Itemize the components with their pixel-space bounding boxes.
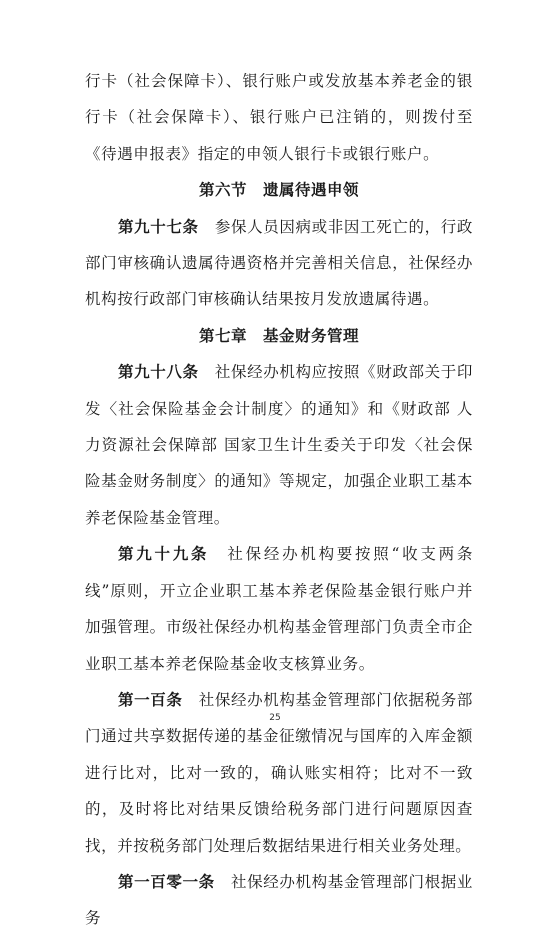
body-text: [85, 63, 473, 937]
article-100-number: 第一百条: [118, 690, 183, 709]
article-97: [85, 209, 473, 318]
article-97-text: 参保人员因病或非因工死亡的，行政部门审核确认遗属待遇资格并完善相关信息，社保经办机构按行政部门审核确认结果按月发放遗属待遇。: [85, 217, 473, 309]
article-101-number: 第一百零一条: [118, 872, 215, 891]
section-heading-6: 第六节 遗属待遇申领: [198, 181, 359, 200]
article-98-text: 社保经办机构应按照《财政部关于印发〈社会保险基金会计制度〉的通知》和《财政部 人力资源社会保障部 国家卫生计生委关于印发〈社会保险基金财务制度〉的通知》等规定，加强企业职工基本养老保险基金管理。: [85, 363, 473, 527]
article-100-text: 社保经办机构基金管理部门依据税务部门通过共享数据传递的基金征缴情况与国库的入库金额进行比对，比对一致的，确认账实相符；比对不一致的，及时将比对结果反馈给税务部门进行问题原因查找，并按税务部门处理后数据结果进行相关业务处理。: [85, 690, 473, 855]
article-101: [85, 864, 473, 937]
article-99: [85, 536, 473, 682]
chapter-heading-7: 第七章 基金财务管理: [198, 326, 359, 345]
page-number: 25: [269, 713, 281, 723]
article-98-number: 第九十八条: [118, 363, 199, 382]
article-98: [85, 354, 473, 536]
article-101-text: 社保经办机构基金管理部门根据业务: [85, 872, 473, 928]
article-97-number: 第九十七条: [118, 217, 199, 236]
article-99-text: 社保经办机构要按照“收支两条线”原则，开立企业职工基本养老保险基金银行账户并加强管理。市级社保经办机构基金管理部门负责全市企业职工基本养老保险基金收支核算业务。: [85, 545, 473, 673]
article-100: [85, 682, 473, 864]
paragraph-carry-over: 行卡（社会保障卡）、银行账户或发放基本养老金的银行卡（社会保障卡）、银行账户已注销的，则拨付至《待遇申报表》指定的申领人银行卡或银行账户。: [85, 72, 473, 163]
article-99-number: 第九十九条: [118, 545, 210, 564]
